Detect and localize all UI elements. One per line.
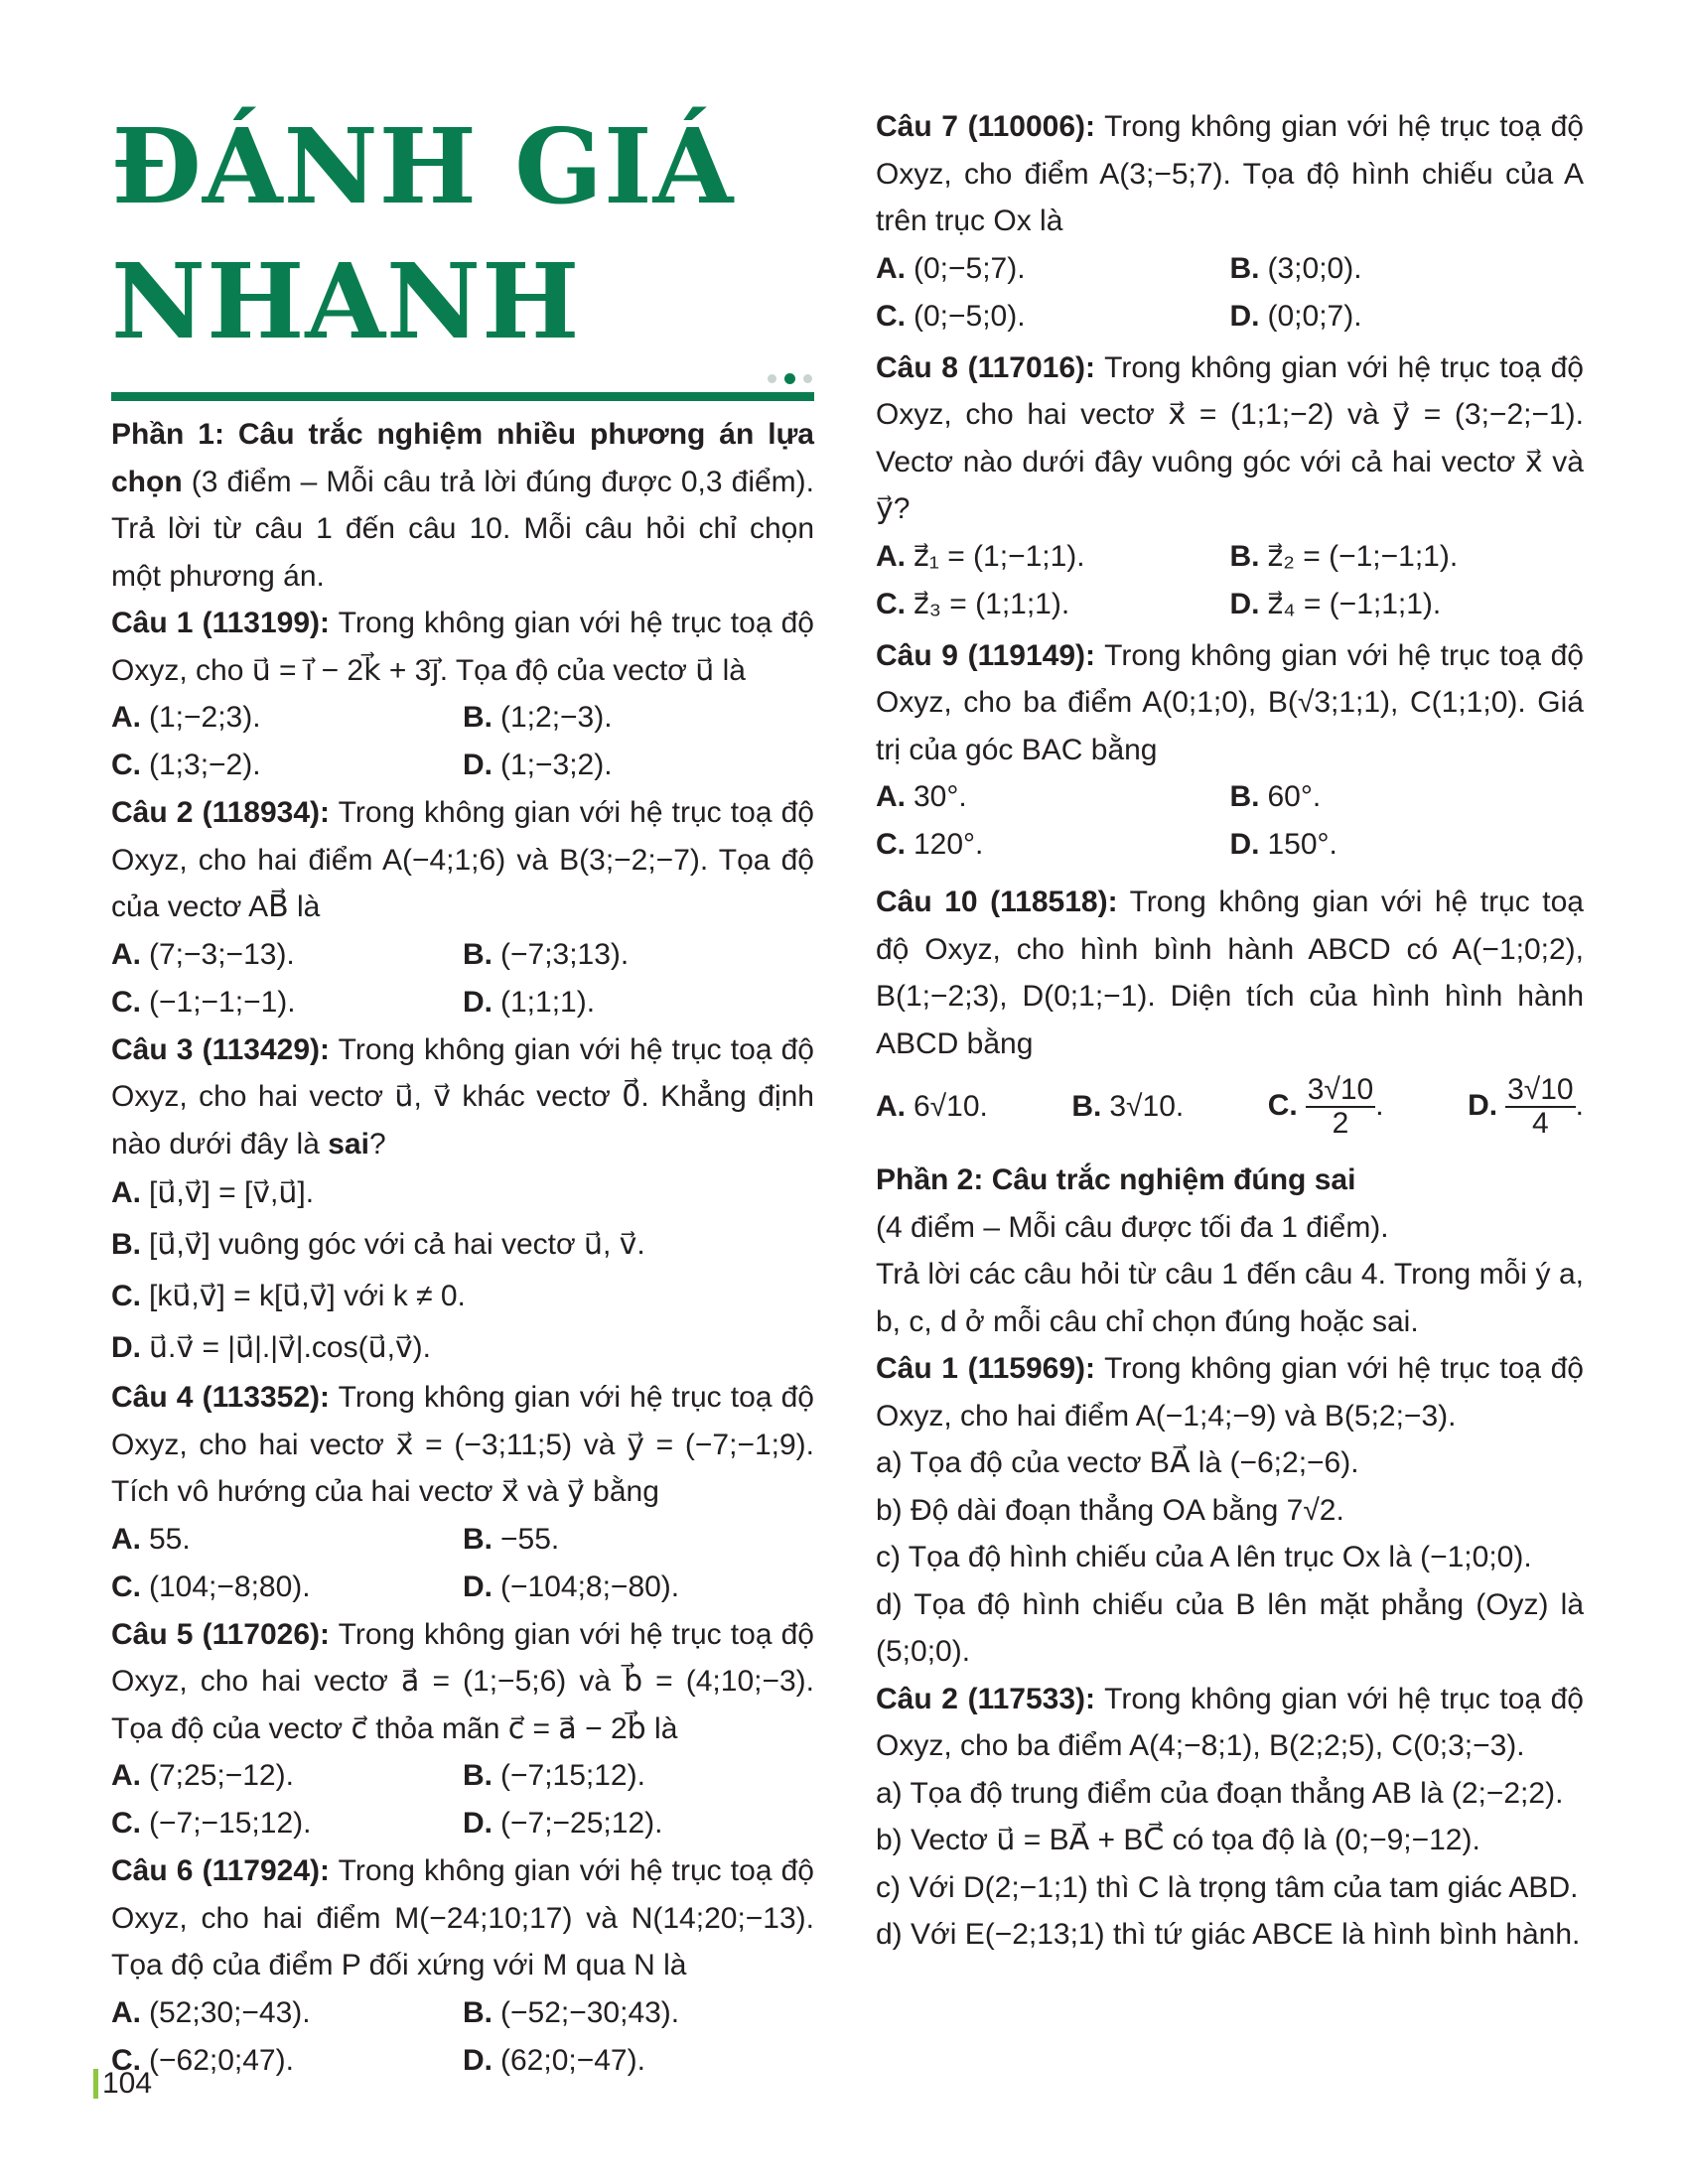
option-b[interactable]: B. 60°. xyxy=(1229,780,1322,813)
page-title xyxy=(111,99,814,369)
part1-heading: Phần 1: Câu trắc nghiệm nhiều phương án lựa chọn xyxy=(111,418,814,498)
option-a[interactable]: A. (1;−2;3). xyxy=(111,701,261,734)
statement-d[interactable]: d) Với E(−2;13;1) thì tứ giác ABCE là hình bình hành. xyxy=(876,1918,1581,1951)
option-d[interactable]: D. (1;−3;2). xyxy=(463,749,613,781)
option-c[interactable]: C. $\frac{3√10}{2}$ . xyxy=(1267,1073,1384,1140)
question-label: Câu 1 (113199): xyxy=(111,607,331,639)
statement-a[interactable]: a) Tọa độ trung điểm của đoạn thẳng AB là (2;−2;2). xyxy=(876,1776,1564,1810)
option-a[interactable]: A. z⃗₁ = (1;−1;1). xyxy=(876,539,1085,573)
option-a[interactable]: A. 6√10. xyxy=(876,1090,988,1123)
option-a[interactable]: A. (7;25;−12). xyxy=(111,1759,294,1792)
question-text: Trong không gian với hệ trục toạ độ Oxyz, cho hai vectơ x⃗ = (1;1;−2) và y⃗ = (3;−2;−1). Vectơ nào dưới đây vuông góc với cả hai vectơ x⃗ và y⃗? xyxy=(876,350,1584,525)
statement-b[interactable]: b) Độ dài đoạn thẳng OA bằng 7√2. xyxy=(876,1493,1344,1527)
option-c[interactable]: C. [ku⃗,v⃗] = k[u⃗,v⃗] với k ≠ 0. xyxy=(111,1280,466,1312)
option-b[interactable]: B. (−7;3;13). xyxy=(463,937,630,971)
question-6 xyxy=(111,1847,814,2085)
right-column xyxy=(876,103,1584,1959)
question-text: Trong không gian với hệ trục toạ độ Oxyz, cho hai vectơ x⃗ = (−3;11;5) và y⃗ = (−7;−1;9). Tích vô hướng của hai vectơ x⃗ và y⃗ bằng xyxy=(111,1381,814,1508)
part2-desc-1: (4 điểm – Mỗi câu được tối đa 1 điểm). xyxy=(876,1210,1389,1244)
dot-icon xyxy=(768,374,776,383)
question-label: Câu 9 (119149): xyxy=(876,638,1096,672)
option-a[interactable]: A. (7;−3;−13). xyxy=(111,937,295,971)
option-a[interactable]: A. (0;−5;7). xyxy=(876,251,1026,285)
statement-d[interactable]: d) Tọa độ hình chiếu của B lên mặt phẳng (Oyz) là (5;0;0). xyxy=(876,1587,1584,1668)
title-line-2: NHANH xyxy=(111,240,581,362)
option-d[interactable]: D. $\frac{3√10}{4}$ . xyxy=(1468,1073,1584,1140)
question-label: Câu 8 (117016): xyxy=(876,350,1096,384)
question-label: Câu 4 (113352): xyxy=(111,1381,331,1414)
statement-b[interactable]: b) Vectơ u⃗ = BA⃗ + BC⃗ có tọa độ là (0;−9;−12). xyxy=(876,1824,1480,1856)
statement-a[interactable]: a) Tọa độ của vectơ BA⃗ là (−6;2;−6). xyxy=(876,1446,1359,1479)
question-4 xyxy=(111,1374,814,1611)
question-5 xyxy=(111,1611,814,1848)
option-a[interactable]: A. (52;30;−43). xyxy=(111,1995,311,2029)
title-rule xyxy=(111,392,814,401)
option-c[interactable]: C. (0;−5;0). xyxy=(876,299,1026,333)
question-label: Câu 7 (110006): xyxy=(876,110,1096,143)
option-c[interactable]: C. (1;3;−2). xyxy=(111,749,261,781)
option-b[interactable]: B. 3√10. xyxy=(1071,1090,1185,1123)
question-text: Trong không gian với hệ trục toạ độ Oxyz, cho hình bình hành ABCD có A(−1;0;2), B(1;−2;3), D(0;1;−1). Diện tích của hình hình hành ABCD bằng xyxy=(876,886,1584,1060)
option-d[interactable]: D. (0;0;7). xyxy=(1229,299,1362,333)
option-b[interactable]: B. z⃗₂ = (−1;−1;1). xyxy=(1229,539,1459,573)
dot-icon xyxy=(784,373,795,384)
question-text: Trong không gian với hệ trục toạ độ Oxyz, cho hai điểm M(−24;10;17) và N(14;20;−13). Tọa độ của điểm P đối xứng với M qua N là xyxy=(111,1854,814,1981)
question-7 xyxy=(876,103,1584,341)
option-c[interactable]: C. (−62;0;47). xyxy=(111,2043,294,2077)
title-divider xyxy=(111,373,814,401)
option-b[interactable]: B. (−52;−30;43). xyxy=(463,1995,680,2029)
question-2 xyxy=(111,789,814,1026)
question-label: Câu 2 (117533): xyxy=(876,1682,1096,1715)
question-text: Trong không gian với hệ trục toạ độ Oxyz, cho u⃗ = i⃗ − 2k⃗ + 3j⃗. Tọa độ của vectơ u⃗ là xyxy=(111,607,814,687)
statement-c[interactable]: c) Với D(2;−1;1) thì C là trọng tâm của tam giác ABD. xyxy=(876,1870,1579,1904)
part2-question-1 xyxy=(876,1345,1584,1676)
option-a[interactable]: A. 55. xyxy=(111,1522,191,1556)
part2-heading: Phần 2: Câu trắc nghiệm đúng sai xyxy=(876,1163,1356,1196)
option-d[interactable]: D. (−7;−25;12). xyxy=(463,1807,663,1840)
question-text: Trong không gian với hệ trục toạ độ Oxyz, cho hai điểm A(−4;1;6) và B(3;−2;−7). Tọa độ của vectơ AB⃗ là xyxy=(111,796,814,923)
left-column xyxy=(111,99,814,2085)
option-d[interactable]: D. (−104;8;−80). xyxy=(463,1570,680,1603)
question-label: Câu 3 (113429): xyxy=(111,1032,331,1066)
question-3: Câu 3 (113429): Trong không gian với hệ trục toạ độ Oxyz, cho hai vectơ u⃗, v⃗ khác vectơ 0⃗. Khẳng định nào dưới đây là sai? A. [u⃗,v⃗] = [v⃗,u⃗]. B. [u⃗,v⃗] vuông góc với cả hai vectơ u⃗, v⃗. C. [ku⃗,v⃗] = k[u⃗,v⃗] với k ≠ 0. D. u⃗.v⃗ = |u⃗|.|v⃗|.cos(u⃗,v⃗). xyxy=(111,1026,814,1375)
statement-c[interactable]: c) Tọa độ hình chiếu của A lên trục Ox là (−1;0;0). xyxy=(876,1541,1532,1573)
option-c[interactable]: C. (104;−8;80). xyxy=(111,1570,311,1603)
option-c[interactable]: C. 120°. xyxy=(876,828,984,861)
option-c[interactable]: C. z⃗₃ = (1;1;1). xyxy=(876,587,1070,620)
question-emphasis: sai xyxy=(328,1127,369,1160)
part2-desc-2: Trả lời các câu hỏi từ câu 1 đến câu 4. Trong mỗi ý a, b, c, d ở mỗi câu chỉ chọn đúng hoặc sai. xyxy=(876,1258,1584,1338)
title-line-1: ĐÁNH GIÁ xyxy=(111,105,735,227)
option-d[interactable]: D. 150°. xyxy=(1229,828,1337,861)
question-text: Trong không gian với hệ trục toạ độ Oxyz, cho ba điểm A(0;1;0), B(√3;1;1), C(1;1;0). Giá trị của góc BAC bằng xyxy=(876,638,1584,766)
option-c[interactable]: C. (−7;−15;12). xyxy=(111,1807,312,1840)
page-marker xyxy=(93,2069,98,2099)
question-text: Trong không gian với hệ trục toạ độ Oxyz, cho điểm A(3;−5;7). Tọa độ hình chiếu của A trên trục Ox là xyxy=(876,110,1584,237)
option-b[interactable]: B. (−7;15;12). xyxy=(463,1759,645,1792)
option-c[interactable]: C. (−1;−1;−1). xyxy=(111,985,296,1019)
option-d[interactable]: D. z⃗₄ = (−1;1;1). xyxy=(1229,587,1442,620)
option-b[interactable]: B. [u⃗,v⃗] vuông góc với cả hai vectơ u⃗, v⃗. xyxy=(111,1228,645,1261)
question-label: Câu 6 (117924): xyxy=(111,1854,331,1887)
question-text: Trong không gian với hệ trục toạ độ Oxyz, cho hai điểm A(−1;4;−9) và B(5;2;−3). xyxy=(876,1352,1584,1433)
option-b[interactable]: B. (1;2;−3). xyxy=(463,701,613,734)
option-d[interactable]: D. (1;1;1). xyxy=(463,985,596,1019)
option-a[interactable]: A. 30°. xyxy=(876,780,967,813)
part2 xyxy=(876,1157,1584,1959)
part1-intro xyxy=(111,411,814,600)
question-8 xyxy=(876,344,1584,628)
option-b[interactable]: B. −55. xyxy=(463,1522,560,1556)
dot-icon xyxy=(803,374,812,383)
question-label: Câu 1 (115969): xyxy=(876,1352,1096,1385)
question-text: Trong không gian với hệ trục toạ độ Oxyz, cho hai vectơ u⃗, v⃗ khác vectơ 0⃗. Khẳng định nào dưới đây là xyxy=(111,1032,814,1160)
decorative-dots xyxy=(768,373,812,384)
question-text: Trong không gian với hệ trục toạ độ Oxyz, cho ba điểm A(4;−8;1), B(2;2;5), C(0;3;−3). xyxy=(876,1682,1584,1762)
question-label: Câu 10 (118518): xyxy=(876,886,1118,918)
question-label: Câu 2 (118934): xyxy=(111,796,331,829)
option-d[interactable]: D. (62;0;−47). xyxy=(463,2043,645,2077)
option-b[interactable]: B. (3;0;0). xyxy=(1229,251,1362,285)
part2-question-2 xyxy=(876,1676,1584,1959)
question-10 xyxy=(876,879,1584,1147)
question-text: Trong không gian với hệ trục toạ độ Oxyz, cho hai vectơ a⃗ = (1;−5;6) và b⃗ = (4;10;−3). Tọa độ của vectơ c⃗ thỏa mãn c⃗ = a⃗ − 2b⃗ là xyxy=(111,1617,814,1745)
page-number: 104 xyxy=(93,2067,152,2101)
question-9 xyxy=(876,632,1584,870)
option-d[interactable]: D. u⃗.v⃗ = |u⃗|.|v⃗|.cos(u⃗,v⃗). xyxy=(111,1331,432,1364)
option-a[interactable]: A. [u⃗,v⃗] = [v⃗,u⃗]. xyxy=(111,1176,315,1209)
part1-desc: (3 điểm – Mỗi câu trả lời đúng được 0,3 điểm). Trả lời từ câu 1 đến câu 10. Mỗi câu hỏi chỉ chọn một phương án. xyxy=(111,465,814,593)
question-label: Câu 5 (117026): xyxy=(111,1617,331,1651)
question-1 xyxy=(111,600,814,789)
